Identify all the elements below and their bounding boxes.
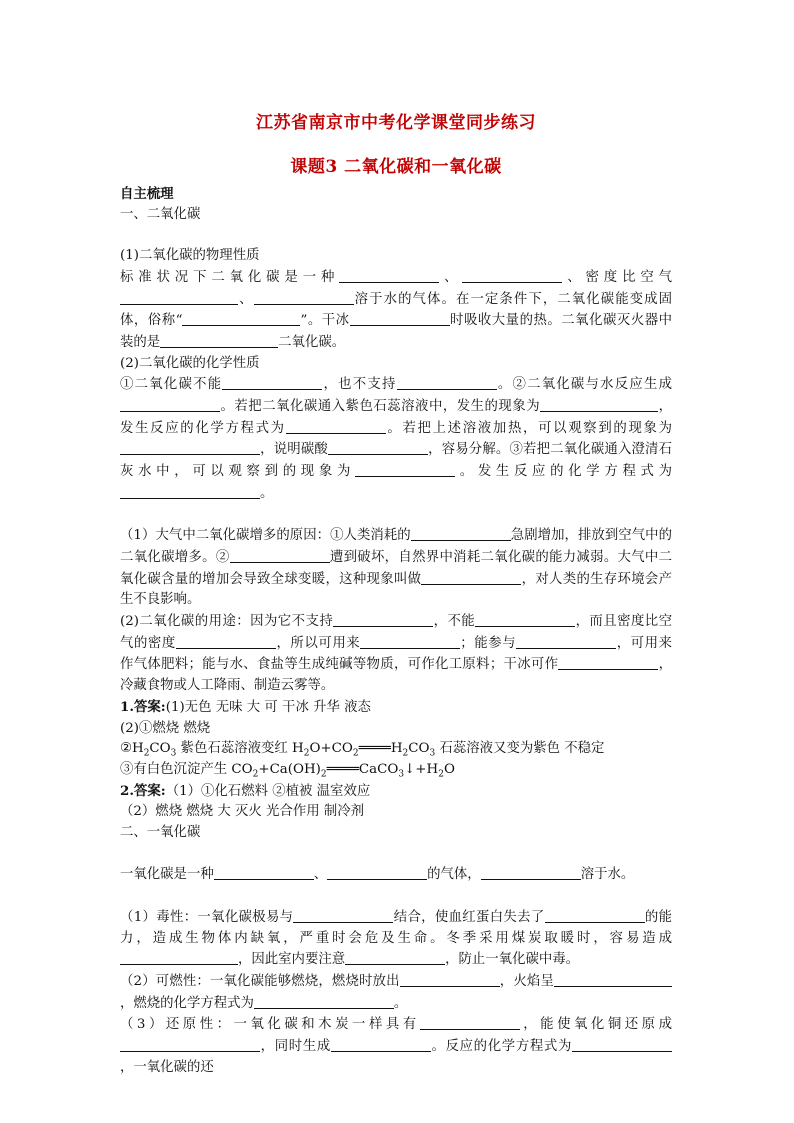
blank[interactable]: [254, 289, 354, 305]
blank[interactable]: [420, 1014, 520, 1030]
blank[interactable]: [400, 971, 500, 987]
blank[interactable]: [120, 1036, 260, 1052]
blank[interactable]: [286, 418, 386, 434]
blank[interactable]: [120, 289, 238, 305]
blank[interactable]: [331, 1036, 431, 1052]
blank[interactable]: [545, 907, 645, 923]
blank[interactable]: [339, 267, 439, 283]
blank[interactable]: [345, 949, 445, 965]
co-reducing: （3）还原性：一氧化碳和木炭一样具有 ，能使氧化铜还原成，同时生成 。反应的化学方程式为，一氧化碳的还: [120, 1014, 672, 1078]
blank[interactable]: [328, 439, 428, 455]
blank[interactable]: [222, 374, 322, 390]
co-flammability: （2）可燃性：一氧化碳能够燃烧，燃烧时放出 ，火焰呈，燃烧的化学方程式为 。: [120, 971, 672, 1014]
blank[interactable]: [160, 332, 278, 348]
blank[interactable]: [327, 864, 427, 880]
blank[interactable]: [350, 310, 450, 326]
physical-properties-heading: (1)二氧化碳的物理性质: [120, 248, 260, 264]
blank[interactable]: [516, 633, 616, 649]
blank[interactable]: [214, 864, 314, 880]
blank[interactable]: [397, 374, 497, 390]
blank[interactable]: [182, 310, 300, 326]
blank[interactable]: [355, 461, 455, 477]
blank[interactable]: [411, 525, 511, 541]
chemical-properties-heading: (2)二氧化碳的化学性质: [120, 355, 260, 371]
lesson-title: 课题3 二氧化碳和一氧化碳: [290, 157, 502, 177]
blank[interactable]: [120, 439, 260, 455]
co-toxicity: （1）毒性：一氧化碳极易与 结合，使血红蛋白失去了 的能力，造成生物体内缺氧，严重时会危及生命。冬季采用煤炭取暖时，容易造成，因此室内要注意 ，防止一氧化碳中毒。: [120, 907, 672, 971]
blank[interactable]: [254, 993, 394, 1009]
part2-heading: 二、一氧化碳: [120, 825, 201, 841]
answer-2-line-2: （2）燃烧 燃烧 大 灭火 光合作用 制冷剂: [120, 804, 365, 820]
blank[interactable]: [120, 949, 238, 965]
blank[interactable]: [558, 654, 658, 670]
chemical-properties-paragraph: ①二氧化碳不能 ，也不支持 。②二氧化碳与水反应生成。若把二氧化碳通入紫色石蕊溶液中，发生的现象为 ，发生反应的化学方程式为 。若把上述溶液加热，可以观察到的现象为，说明碳酸 ，容易分解。③若把二氧化碳通入澄清石灰水中，可以观察到的现象为 。发生反应的化学方程式为。: [120, 374, 672, 504]
blank[interactable]: [421, 569, 521, 585]
document-body: [120, 184, 672, 1078]
blank[interactable]: [481, 864, 581, 880]
blank[interactable]: [230, 547, 330, 563]
part1-heading: 一、二氧化碳: [120, 206, 201, 222]
section-label: 自主梳理: [120, 186, 174, 202]
answer-2: 2.答案:（1）①化石燃料 ②植被 温室效应: [120, 782, 371, 799]
answer-1-line-3: $②H_2CO_3$ 紫色石蕊溶液变红 $H_2O+CO_2════H_2CO_3$ 石蕊溶液又变为紫色 不稳定: [120, 741, 605, 759]
co-intro: 一氧化碳是一种 、 的气体， 溶于水。: [120, 864, 672, 886]
blank[interactable]: [572, 1036, 672, 1052]
blank[interactable]: [120, 483, 260, 499]
blank[interactable]: [333, 611, 433, 627]
blank[interactable]: [120, 396, 220, 412]
page-title: 江苏省南京市中考化学课堂同步练习: [256, 113, 536, 133]
answer-1-line-4: ③有白色沉淀产生 $CO_2+Ca(OH)_2════CaCO_3↓+H_2O$: [120, 761, 455, 780]
blank[interactable]: [462, 267, 562, 283]
answer-1: 1.答案:(1)无色 无味 大 可 干冰 升华 液态: [120, 698, 371, 715]
blank[interactable]: [293, 907, 393, 923]
answer-1-line-2: (2)①燃烧 燃烧: [120, 720, 211, 736]
blank[interactable]: [176, 633, 276, 649]
blank[interactable]: [540, 396, 658, 412]
uses-paragraph: (2)二氧化碳的用途：因为它不支持 ，不能 ，而且密度比空气的密度 ，所以可用来 ；能参与 ，可用来作气体肥料；能与水、食盐等生成纯碱等物质，可作化工原料；干冰可作 ，冷藏食物或人工降雨、制造云雾等。: [120, 611, 672, 697]
physical-properties-paragraph: 标准状况下二氧化碳是一种 、 、密度比空气、 溶于水的气体。在一定条件下，二氧化碳能变成固体，俗称“ ”。干冰 时吸收大量的热。二氧化碳灭火器中装的是 二氧化碳。: [120, 267, 672, 354]
blank[interactable]: [554, 971, 672, 987]
blank[interactable]: [475, 611, 575, 627]
greenhouse-paragraph: （1）大气中二氧化碳增多的原因：①人类消耗的 急剧增加，排放到空气中的二氧化碳增多。② 遭到破坏，自然界中消耗二氧化碳的能力减弱。大气中二氧化碳含量的增加会导致全球变暖，这种现象叫做 ，对人类的生存环境会产生不良影响。: [120, 525, 672, 611]
blank[interactable]: [360, 633, 460, 649]
